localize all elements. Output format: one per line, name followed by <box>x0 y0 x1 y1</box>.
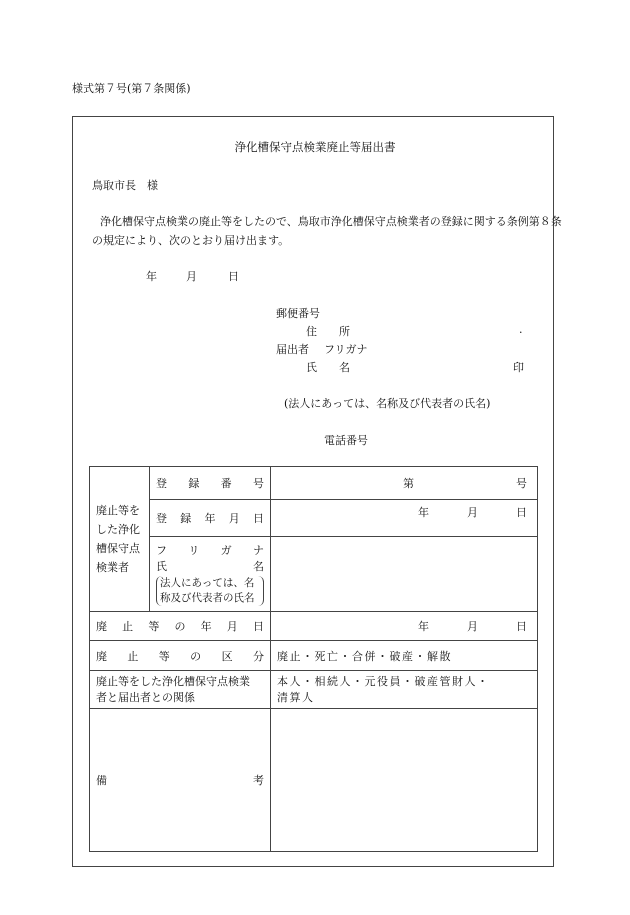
name-value-cell <box>271 537 538 612</box>
remarks-value-cell <box>271 709 538 852</box>
seal-mark: 印 <box>513 361 524 374</box>
abolish-date-label-char: 止 <box>122 620 134 633</box>
relation-label-line-2: 者と届出者との関係 <box>96 690 195 704</box>
row-reg-number <box>90 467 538 500</box>
form-number: 様式第７号(第７条関係) <box>72 82 191 95</box>
reg-number-label-char: 号 <box>252 477 264 490</box>
category-label-char: 廃 <box>96 649 107 663</box>
reg-date-label-char: 登 <box>156 512 167 525</box>
reg-date-label-char: 年 <box>204 512 216 525</box>
relation-value-line-1: 本人・相続人・元役員・破産管財人・ <box>277 674 490 688</box>
postal-label: 郵便番号 <box>276 307 320 320</box>
form-title: 浄化槽保守点検業廃止等届出書 <box>234 140 396 154</box>
abolish-date-day: 日 <box>516 620 527 633</box>
furigana-label-char: リ <box>188 543 200 557</box>
date-year: 年 <box>146 270 157 283</box>
reg-number-label-char: 録 <box>188 477 200 490</box>
row-name <box>90 537 538 612</box>
category-value-cell: 廃止・死亡・合併・破産・解散 <box>271 641 538 671</box>
group-label-line-3: 槽保守点 <box>96 542 140 555</box>
corp-bracket-line-1: 法人にあっては、名 <box>160 576 255 589</box>
abolish-date-year: 年 <box>418 620 429 633</box>
corp-bracket-line-2: 称及び代表者の氏名 <box>160 591 255 604</box>
remarks-label-char: 考 <box>253 774 264 787</box>
category-label-char: 分 <box>252 649 264 663</box>
notifier-label: 届出者 <box>276 343 309 356</box>
reg-date-label-cell <box>150 500 271 537</box>
category-label-char: 区 <box>221 649 233 663</box>
name-label-char: 名 <box>253 559 264 573</box>
row-remarks <box>90 709 538 852</box>
group-label-cell <box>90 467 150 612</box>
furigana-label-char: ナ <box>252 543 264 557</box>
abolish-date-label-char: 年 <box>200 620 212 633</box>
abolish-date-month: 月 <box>467 620 478 633</box>
row-abolish-date <box>90 612 538 641</box>
reg-number-value-cell <box>271 467 538 500</box>
relation-value-cell <box>271 671 538 709</box>
date-day: 日 <box>228 270 239 283</box>
reg-date-label-char: 日 <box>253 512 264 525</box>
details-table <box>89 466 538 852</box>
relation-value-line-2: 清算人 <box>277 690 315 704</box>
relation-label-line-1: 廃止等をした浄化槽保守点検業 <box>96 674 250 688</box>
abolish-date-label-char: 日 <box>252 620 264 633</box>
group-label-line-4: 検業者 <box>96 561 129 574</box>
reg-date-label-char: 月 <box>228 512 240 525</box>
group-label-line-2: した浄化 <box>96 523 140 536</box>
body-line-1: 浄化槽保守点検業の廃止等をしたので、鳥取市浄化槽保守点検業者の登録に関する条例第８条 <box>100 215 562 228</box>
row-reg-date <box>90 500 538 537</box>
corp-note: (法人にあっては、名称及び代表者の氏名) <box>284 397 491 410</box>
abolish-date-label-char: 廃 <box>96 620 107 633</box>
abolish-date-label-char: 月 <box>226 620 238 633</box>
phone-label: 電話番号 <box>324 434 368 447</box>
address-label: 住 所 <box>306 325 350 338</box>
category-label-char: 等 <box>158 649 170 663</box>
reg-date-year: 年 <box>418 506 429 519</box>
row-category <box>90 641 538 671</box>
row-relation <box>90 671 538 709</box>
reg-number-suffix: 号 <box>516 477 527 490</box>
group-label-line-1: 廃止等を <box>96 504 140 517</box>
reg-date-month: 月 <box>467 506 478 519</box>
reg-number-label-char: 番 <box>220 477 232 490</box>
name-label-cell <box>150 537 271 612</box>
addressee: 鳥取市長 様 <box>92 179 158 192</box>
address-dot: . <box>519 323 523 336</box>
name-label: 氏 名 <box>306 361 350 374</box>
reg-date-label-char: 録 <box>180 512 192 525</box>
abolish-date-label-char: の <box>174 620 186 633</box>
furigana-label-char: ガ <box>220 543 232 557</box>
reg-number-label-char: 登 <box>156 477 167 490</box>
corp-bracket <box>156 576 264 606</box>
reg-number-prefix: 第 <box>403 477 414 490</box>
furigana-label-char: フ <box>156 543 167 557</box>
abolish-date-label-char: 等 <box>148 620 160 633</box>
furigana-label: フリガナ <box>324 343 368 356</box>
body-line-2: の規定により、次のとおり届け出ます。 <box>92 234 290 247</box>
category-label-cell <box>90 641 271 671</box>
category-label-char: 止 <box>127 649 139 663</box>
abolish-date-value-cell <box>271 612 538 641</box>
reg-date-value-cell <box>271 500 538 537</box>
date-month: 月 <box>186 270 197 283</box>
remarks-label-char: 備 <box>96 774 107 787</box>
reg-date-day: 日 <box>516 506 527 519</box>
name-label-char: 氏 <box>156 559 167 573</box>
remarks-label-cell <box>90 709 271 852</box>
abolish-date-label-cell <box>90 612 271 641</box>
reg-number-label-cell <box>150 467 271 500</box>
category-label-char: の <box>190 649 202 663</box>
relation-label-cell <box>90 671 271 709</box>
